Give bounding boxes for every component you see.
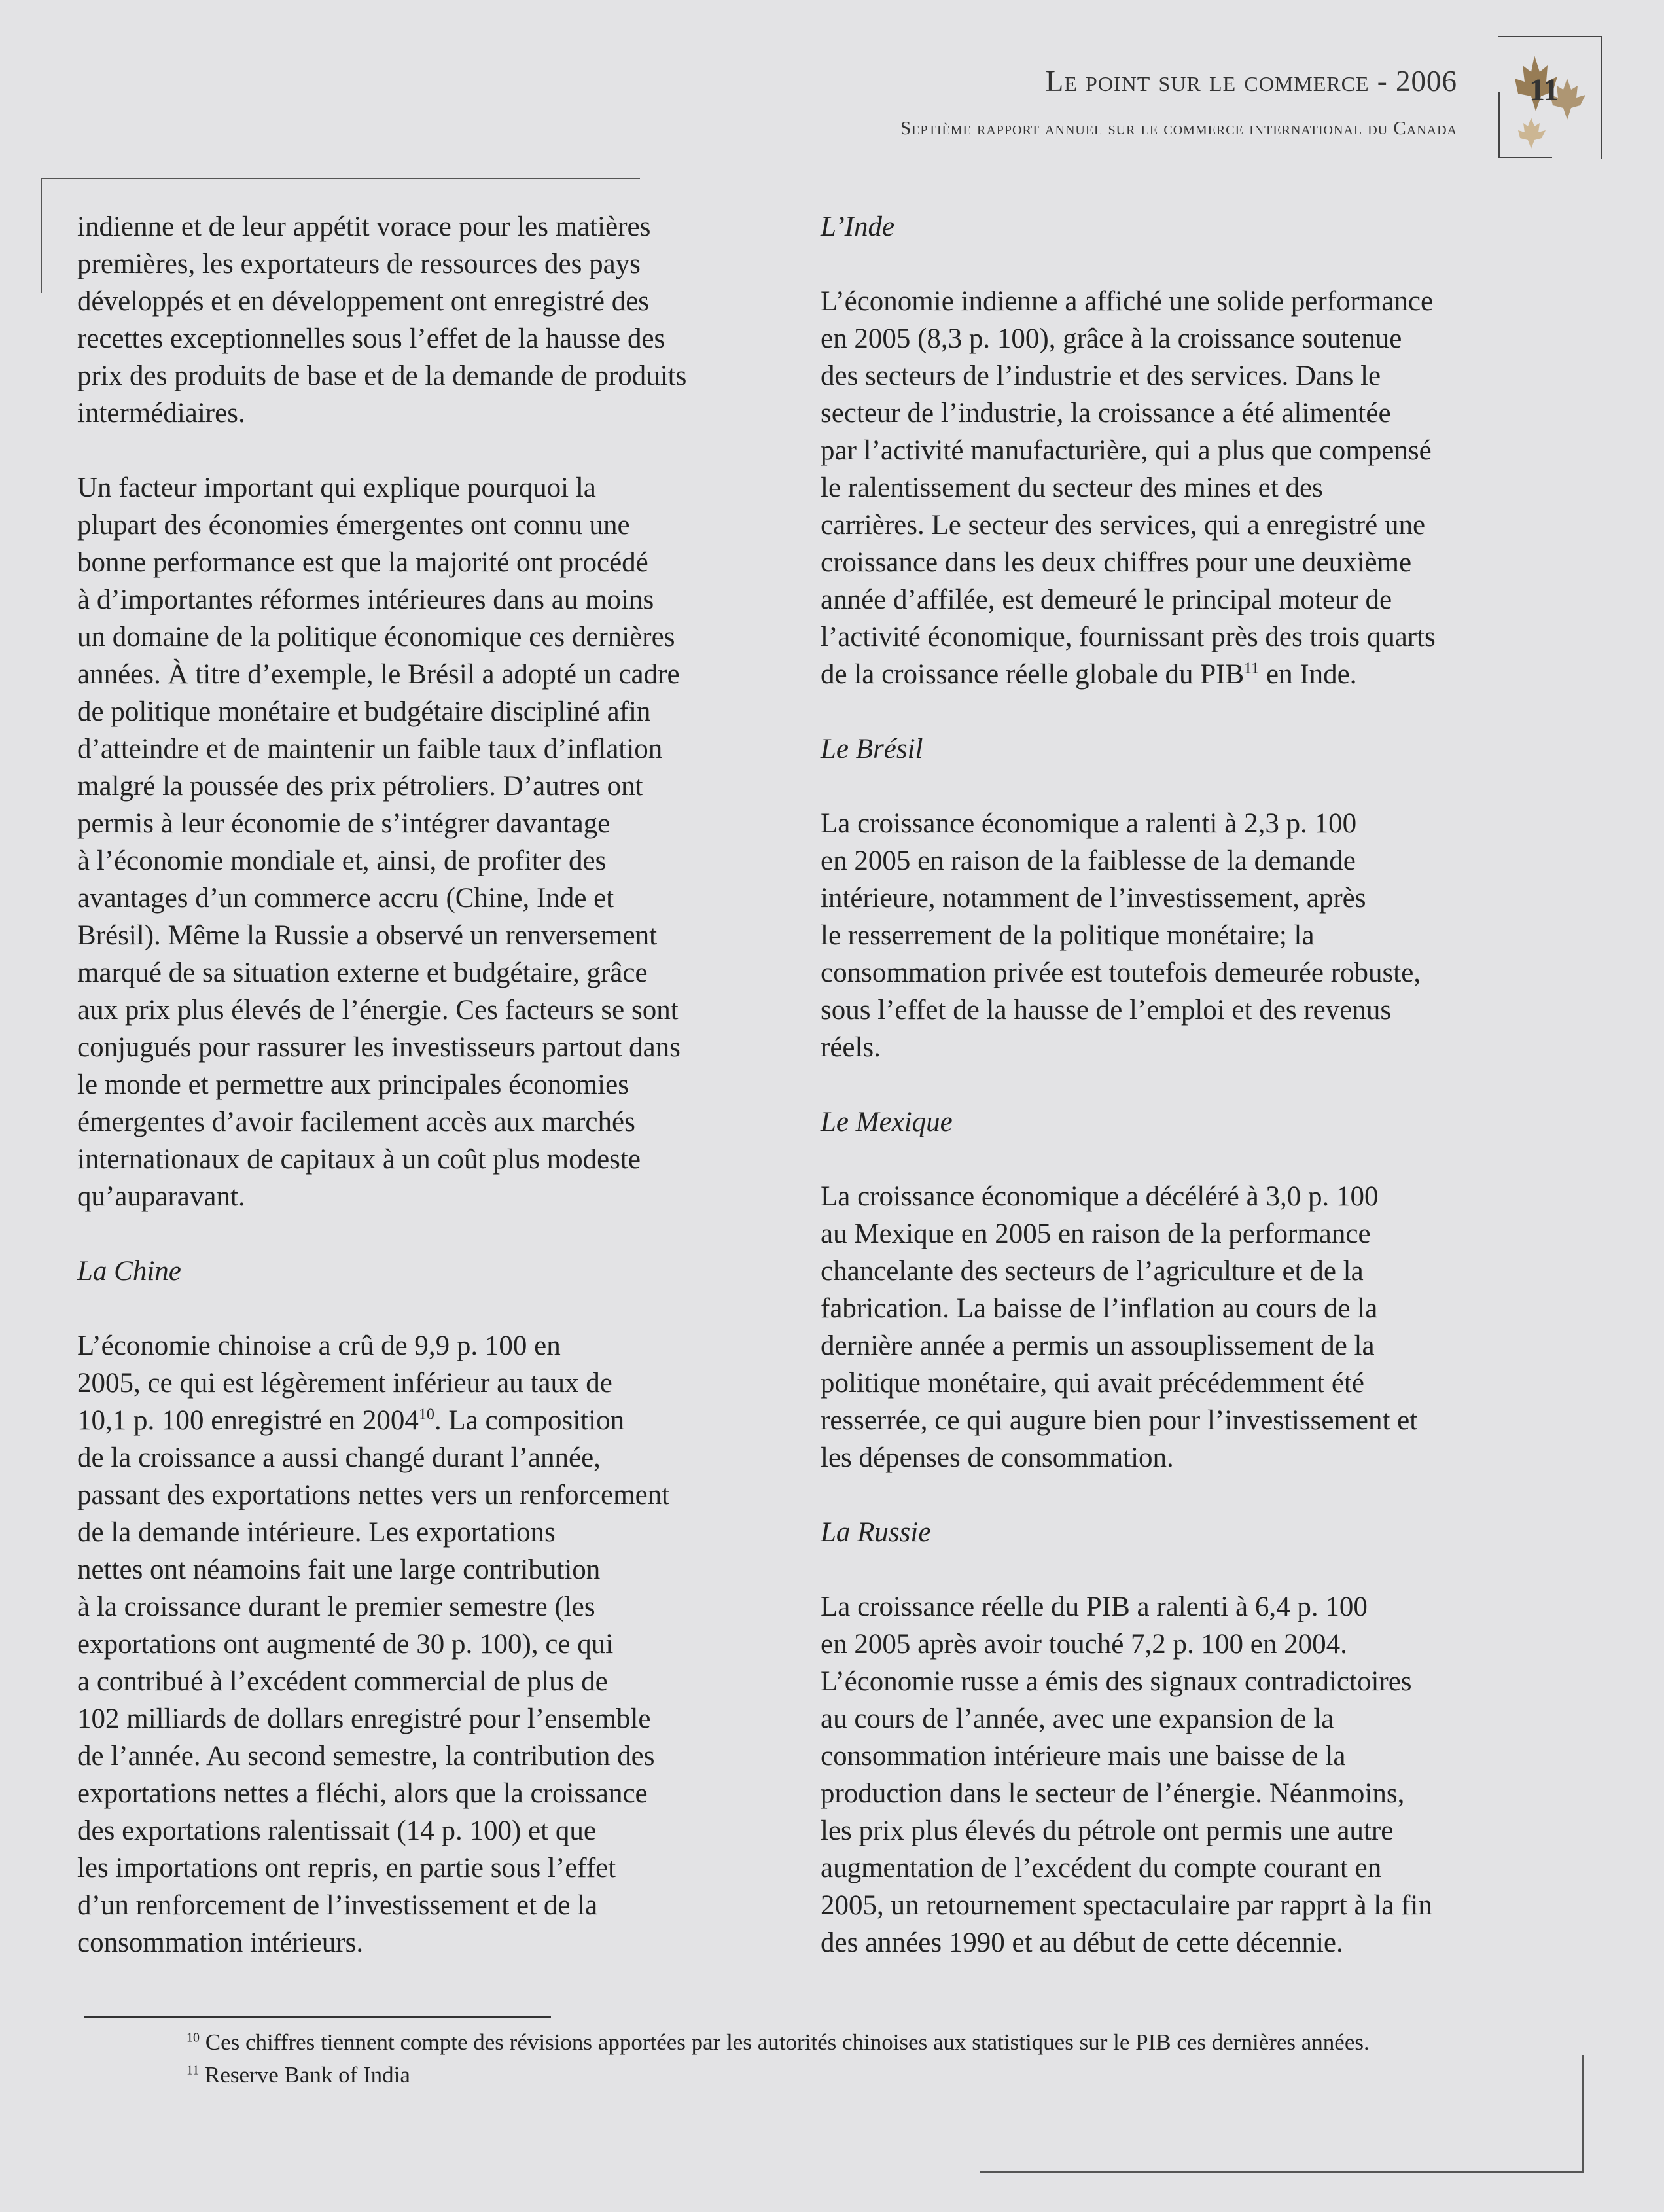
paragraph-text: en Inde. xyxy=(1259,659,1357,690)
right-column xyxy=(821,208,1573,1999)
footnote xyxy=(186,2026,1495,2059)
footnote-text: Ces chiffres tiennent compte des révisions apportées par les autorités chinoises aux statistiques sur le PIB ces dernières années. xyxy=(200,2029,1370,2055)
footnote-number: 11 xyxy=(186,2063,200,2078)
footnotes xyxy=(186,2026,1495,2092)
frame-bottom-rule xyxy=(980,2171,1582,2173)
paragraph-text: . La composition de la croissance a aussi changé durant l’année, passant des exportations nettes vers un renforcement de la demande intérieure. Les exportations nettes ont néamoins fait une large contribution à la croissance durant le premier semestre (les exportations ont augmenté de 30 p. 100), ce qui a contribué à l’excédent commercial de plus de 102 milliards de dollars enregistré pour l’ensemble de l’année. Au second semestre, la contribution des exportations nettes a fléchi, alors que la croissance des exportations ralentissait (14 p. 100) et que les importations ont repris, en partie sous l’effet d’un renforcement de l’investissement et de la consommation intérieurs. xyxy=(77,1405,670,1958)
frame-right-rule xyxy=(1582,2055,1584,2173)
frame-left-rule xyxy=(41,178,42,293)
header-subtitle: Septième rapport annuel sur le commerce international du Canada xyxy=(900,118,1457,139)
footnote-ref: 11 xyxy=(1244,660,1260,677)
paragraph-russia: La croissance réelle du PIB a ralenti à 6,4 p. 100 en 2005 après avoir touché 7,2 p. 100 en 2004. L’économie russe a émis des signaux contradictoires au cours de l’année, avec une expansion de la consommation intérieure mais une baisse de la production dans le secteur de l’énergie. Néanmoins, les prix plus élevés du pétrole ont permis une autre augmentation de l’excédent du compte courant en 2005, un retournement spectaculaire par rapprt à la fin des années 1990 et au début de cette décennie. xyxy=(821,1592,1432,1958)
paragraph: indienne et de leur appétit vorace pour les matières premières, les exportateurs de ressources des pays développés et en développement ont enregistré des recettes exceptionnelles sous l’effet de la hausse des prix des produits de base et de la demande de produits intermédiaires. xyxy=(77,211,687,429)
paragraph-mexico: La croissance économique a décéléré à 3,0 p. 100 au Mexique en 2005 en raison de la performance chancelante des secteurs de l’agriculture et de la fabrication. La baisse de l’inflation au cours de la dernière année a permis un assouplissement de la politique monétaire, qui avait précédemment été resserrée, ce qui augure bien pour l’investissement et les dépenses de consommation. xyxy=(821,1181,1418,1473)
footnote-text: Reserve Bank of India xyxy=(199,2062,410,2088)
section-heading-india: L’Inde xyxy=(821,211,895,242)
footnote-number: 10 xyxy=(186,2030,200,2045)
frame-top-rule xyxy=(41,178,640,179)
left-column xyxy=(77,208,784,1999)
header-title: Le point sur le commerce - 2006 xyxy=(1045,65,1457,98)
footnote-ref: 10 xyxy=(418,1406,434,1423)
paragraph-india xyxy=(821,283,1573,693)
section-heading-mexico: Le Mexique xyxy=(821,1107,953,1137)
paragraph-china xyxy=(77,1327,784,1961)
footnote xyxy=(186,2059,1495,2092)
paragraph-text: L’économie indienne a affiché une solide performance en 2005 (8,3 p. 100), grâce à la croissance soutenue des secteurs de l’industrie et des services. Dans le secteur de l’industrie, la croissance a été alimentée par l’activité manufacturière, qui a plus que compensé le ralentissement du secteur des mines et des carrières. Le secteur des services, qui a enregistré une croissance dans les deux chiffres pour une deuxième année d’affilée, est demeuré le principal moteur de l’activité économique, fournissant près des trois quarts de la croissance réelle globale du PIB xyxy=(821,286,1436,690)
section-heading-russia: La Russie xyxy=(821,1517,931,1548)
page-number: 11 xyxy=(1529,73,1559,107)
footnote-rule xyxy=(84,2016,551,2018)
section-heading-brazil: Le Brésil xyxy=(821,734,923,764)
paragraph: Un facteur important qui explique pourquoi la plupart des économies émergentes ont connu une bonne performance est que la majorité ont procédé à d’importantes réformes intérieures dans au moins un domaine de la politique économique ces dernières années. À titre d’exemple, le Brésil a adopté un cadre de politique monétaire et budgétaire discipliné afin d’atteindre et de maintenir un faible taux d’inflation malgré la poussée des prix pétroliers. D’autres ont permis à leur économie de s’intégrer davantage à l’économie mondiale et, ainsi, de profiter des avantages d’un commerce accru (Chine, Inde et Brésil). Même la Russie a observé un renversement marqué de sa situation externe et budgétaire, grâce aux prix plus élevés de l’énergie. Ces facteurs se sont conjugués pour rassurer les investisseurs partout dans le monde et permettre aux principales économies émergentes d’avoir facilement accès aux marchés internationaux de capitaux à un coût plus modeste qu’auparavant. xyxy=(77,473,681,1212)
paragraph-brazil: La croissance économique a ralenti à 2,3 p. 100 en 2005 en raison de la faiblesse de la demande intérieure, notamment de l’investissement, après le resserrement de la politique monétaire; la consommation privée est toutefois demeurée robuste, sous l’effet de la hausse de l’emploi et des revenus réels. xyxy=(821,808,1421,1063)
paragraph-text: L’économie chinoise a crû de 9,9 p. 100 en 2005, ce qui est légèrement inférieur au taux de 10,1 p. 100 enregistré en 2004 xyxy=(77,1330,612,1436)
section-heading-china: La Chine xyxy=(77,1256,181,1287)
